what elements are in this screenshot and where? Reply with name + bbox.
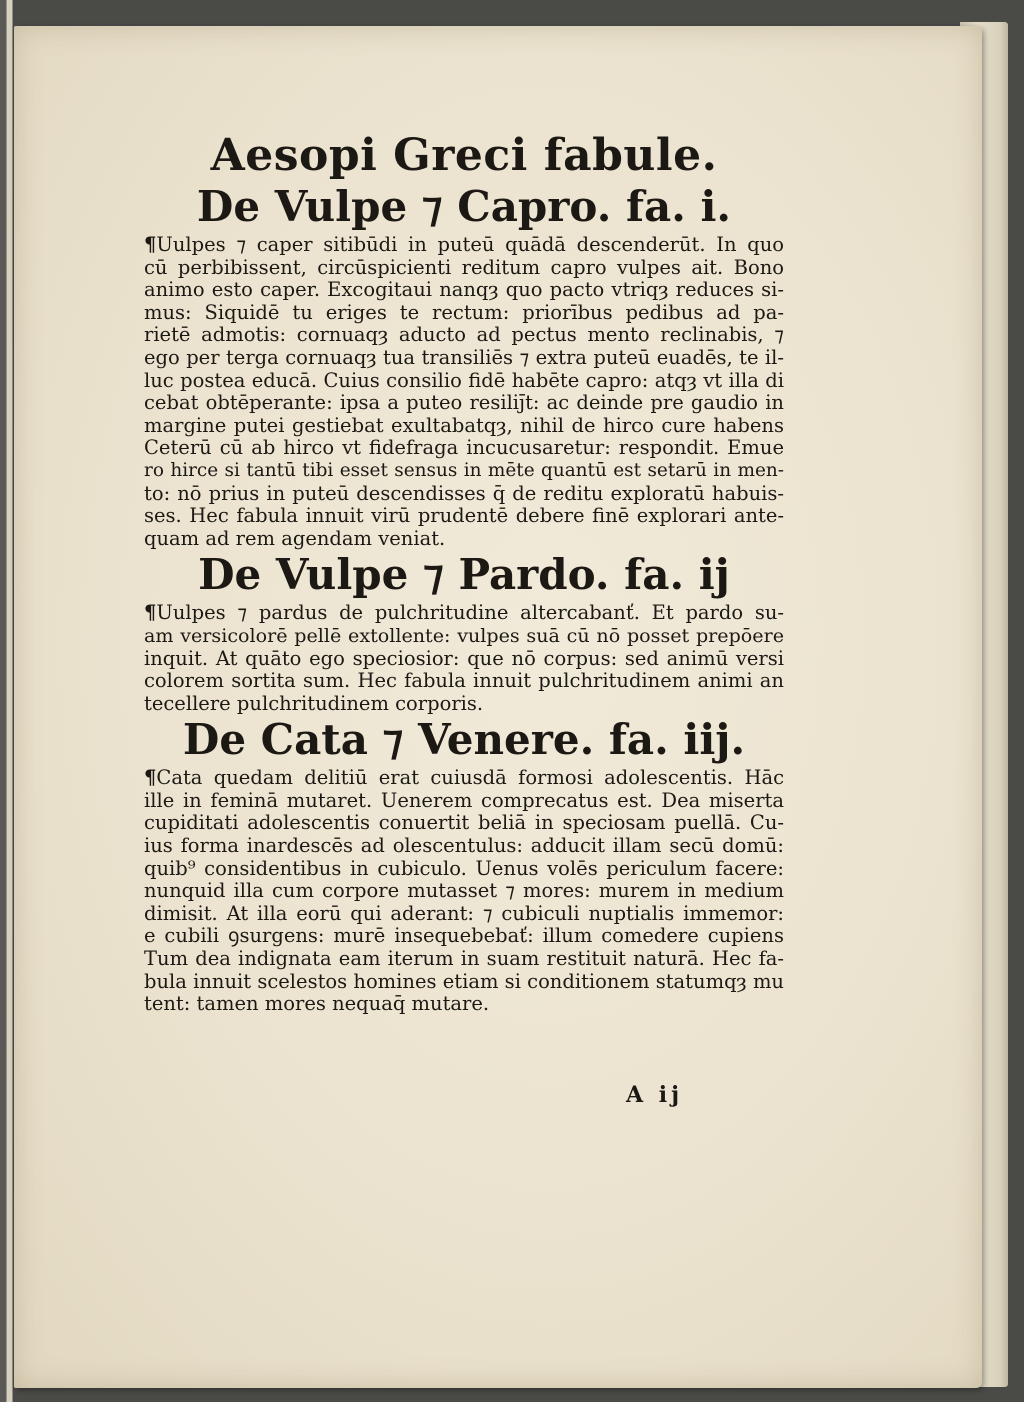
fable-line: rietē admotis: cornuaqȝ aducto ad pectus mento reclinabis, ⁊ <box>144 323 784 347</box>
fable-line: ille in feminā mutaret. Uenerem comprecatus est. Dea miserta <box>144 788 784 812</box>
pilcrow-mark: ¶ <box>144 601 157 625</box>
fable-line: nunquid illa cum corpore mutasset ⁊ mores: murem in medium <box>144 879 784 903</box>
fable-line: animo esto caper. Excogitaui nanqȝ quo pacto vtriqȝ reduces si- <box>144 278 784 302</box>
fable-line: dimisit. At illa eorū qui aderant: ⁊ cubiculi nuptialis immemor: <box>144 901 784 925</box>
fable-line: Tum dea indignata eam iterum in suam restituit naturā. Hec fa- <box>144 947 784 971</box>
fable-line: bula innuit scelestos homines etiam si conditionem statumqȝ mu <box>144 969 784 993</box>
fable-heading: De Cata ⁊ Venere. fa. iij. <box>182 715 746 765</box>
fable-heading: De Vulpe ⁊ Pardo. fa. ij <box>198 550 730 600</box>
book-page <box>14 26 982 1388</box>
fable-body <box>144 234 784 550</box>
fable-line: quam ad rem agendam veniat. <box>144 526 446 550</box>
fable-3 <box>144 715 784 1016</box>
fable-line: ro hirce si tantū tibi esset sensus in mēte quantū est setarū in men- <box>144 459 784 481</box>
fable-line: quib⁹ considentibus in cubiculo. Uenus volēs periculum facere: <box>144 856 784 880</box>
fable-line: cebat obtēperante: ipsa a puteo resiliȷ̄t: ac deinde pre gaudio in <box>144 391 784 415</box>
fable-1 <box>144 182 784 550</box>
fable-body <box>144 602 784 715</box>
fable-line: tecellere pulchritudinem corporis. <box>144 691 484 715</box>
fable-line: am versicolorē pellē extollente: vulpes suā cū nō posset prepōere <box>144 624 784 647</box>
signature-mark: A ij <box>626 1082 684 1108</box>
pilcrow-mark: ¶ <box>144 766 157 790</box>
fable-line: ius forma inardescēs ad olescentulus: adducit illam secū domū: <box>144 834 784 858</box>
fable-heading: De Vulpe ⁊ Capro. fa. i. <box>196 182 732 231</box>
fable-line: mus: Siquidē tu eriges te rectum: priorībus pedibus ad pa- <box>144 300 784 324</box>
fable-line: cupiditati adolescentis conuertit beliā in speciosam puellā. Cu- <box>144 811 784 835</box>
fable-body <box>144 767 784 1016</box>
fable-line: e cubili ꝯsurgens: murē insequebebať: illum comedere cupiens <box>144 924 784 948</box>
fable-line: inquit. At quāto ego speciosior: que nō corpus: sed animū versi <box>144 646 784 670</box>
pilcrow-mark: ¶ <box>144 233 157 256</box>
fable-line: ses. Hec fabula innuit virū prudentē debere finē explorari ante- <box>144 504 784 528</box>
fable-line: ¶Uulpes ⁊ pardus de pulchritudine altercabanť. Et pardo su- <box>144 601 784 625</box>
text-block <box>144 130 784 1016</box>
fable-line: Ceterū cū ab hirco vt fidefraga incucusaretur: respondit. Emue <box>144 436 784 460</box>
page-title: Aesopi Greci fabule. <box>210 130 718 181</box>
fable-2 <box>144 550 784 715</box>
fable-line: ¶Uulpes ⁊ caper sitibūdi in puteū quādā descenderūt. In quo <box>144 233 784 256</box>
fable-line: tent: tamen mores nequaq̄ mutare. <box>144 992 490 1016</box>
fable-line: luc postea educā. Cuius consilio fidē habēte capro: atqȝ vt illa di <box>144 368 784 392</box>
fable-line: cū perbibissent, circūspicienti reditum capro vulpes ait. Bono <box>144 255 784 279</box>
fable-line: to: nō prius in puteū descendisses q̄ de reditu exploratū habuis- <box>144 481 784 505</box>
fable-line: colorem sortita sum. Hec fabula innuit pulchritudinem animi an <box>144 669 784 693</box>
fable-line: ¶Cata quedam delitiū erat cuiusdā formosi adolescentis. Hāc <box>144 766 784 790</box>
fable-line: margine putei gestiebat exultabatqȝ, nihil de hirco cure habens <box>144 413 784 437</box>
fable-line: ego per terga cornuaqȝ tua transiliēs ⁊ extra puteū euadēs, te il- <box>144 345 784 369</box>
